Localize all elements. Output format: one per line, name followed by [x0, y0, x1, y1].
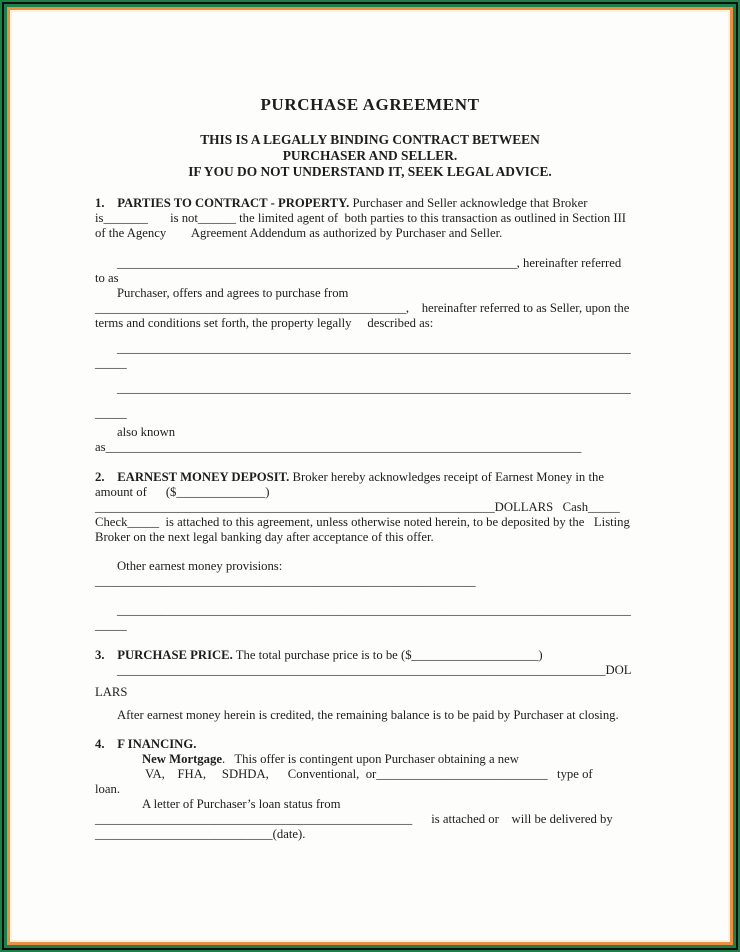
section-1-heading-line	[95, 196, 645, 211]
other-provisions-short-line: _____	[95, 618, 127, 632]
new-mortgage-rest: . This offer is contingent upon Purchaser obtaining a new	[221, 752, 519, 766]
binding-notice	[95, 132, 645, 180]
document-title: PURCHASE AGREEMENT	[260, 95, 480, 114]
section-2-intro: Broker hereby acknowledges receipt of Earnest Money in the	[289, 470, 604, 484]
section-1-agent-line: is_______ is not______ the limited agent of both parties to this transaction as outlined in Section III	[95, 211, 627, 225]
section-3-heading-line	[95, 648, 645, 663]
date-blank-line: ____________________________(date).	[95, 827, 306, 841]
property-description-short-line-2: _____	[95, 406, 127, 420]
new-mortgage-label: New Mortgage	[142, 752, 222, 766]
page-border-orange	[7, 7, 733, 945]
other-provisions-blank-half-line: ____________________________________________________________	[95, 574, 476, 588]
remaining-balance-line: After earnest money herein is credited, the remaining balance is to be paid by Purchaser at closing.	[117, 708, 619, 722]
section-2-heading-line	[95, 470, 645, 485]
binding-notice-line2: PURCHASER AND SELLER.	[282, 148, 458, 163]
binding-notice-line1: THIS IS A LEGALLY BINDING CONTRACT BETWEEN	[200, 132, 540, 147]
new-mortgage-line	[95, 752, 645, 767]
other-provisions-label: Other earnest money provisions:	[117, 559, 283, 573]
seller-name-blank-line: _________________________________________________, hereinafter referred to as Seller, upon the	[95, 301, 630, 315]
earnest-broker-line: Broker on the next legal banking day after acceptance of this offer.	[95, 530, 434, 544]
page-border-black	[2, 2, 738, 950]
price-words-lars: LARS	[95, 685, 128, 699]
earnest-amount-line: amount of ($______________)	[95, 485, 270, 499]
property-description-blank-line-2: _________________________________________________________________________________	[117, 381, 631, 395]
also-known-as-blank-line: as___________________________________________________________________________	[95, 440, 582, 454]
section-4-heading: 4. F INANCING.	[95, 737, 197, 751]
loan-label: loan.	[95, 782, 121, 796]
page-border-green-inner	[4, 4, 736, 948]
section-1-agency-line: of the Agency Agreement Addendum as authorized by Purchaser and Seller.	[95, 226, 503, 240]
other-provisions-blank-long-line: _________________________________________________________________________________	[117, 603, 631, 617]
section-3-intro: The total purchase price is to be ($____________________)	[232, 648, 543, 662]
section-3-heading: 3. PURCHASE PRICE.	[95, 648, 233, 662]
loan-types-line: VA, FHA, SDHDA, Conventional, or___________________________ type of	[142, 767, 593, 781]
page-border-cream	[10, 10, 730, 942]
also-known-label: also known	[117, 425, 176, 439]
attached-delivered-line: __________________________________________________ is attached or will be delivered by	[95, 812, 613, 826]
section-4-heading-line	[95, 737, 645, 752]
document-page	[12, 12, 728, 940]
earnest-dollars-cash-line: _______________________________________________________________DOLLARS Cash_____	[95, 500, 620, 514]
loan-status-letter-line: A letter of Purchaser’s loan status from	[142, 797, 341, 811]
property-description-short-line-1: _____	[95, 356, 127, 370]
property-description-blank-line-1: _________________________________________________________________________________	[117, 341, 631, 355]
to-as-label: to as	[95, 271, 119, 285]
section-1-heading: 1. PARTIES TO CONTRACT - PROPERTY.	[95, 196, 350, 210]
section-2-heading: 2. EARNEST MONEY DEPOSIT.	[95, 470, 290, 484]
binding-notice-line3: IF YOU DO NOT UNDERSTAND IT, SEEK LEGAL ADVICE.	[188, 164, 552, 179]
price-words-blank-line: _____________________________________________________________________________DOL	[117, 663, 632, 677]
section-1-intro: Purchaser and Seller acknowledge that Broker	[349, 196, 588, 210]
purchaser-name-blank-line: _______________________________________________________________, hereinafter referred	[117, 256, 622, 270]
terms-conditions-line: terms and conditions set forth, the property legally described as:	[95, 316, 434, 330]
earnest-check-line: Check_____ is attached to this agreement, unless otherwise noted herein, to be deposited by the Listing	[95, 515, 630, 529]
purchaser-offers-line: Purchaser, offers and agrees to purchase from	[117, 286, 349, 300]
